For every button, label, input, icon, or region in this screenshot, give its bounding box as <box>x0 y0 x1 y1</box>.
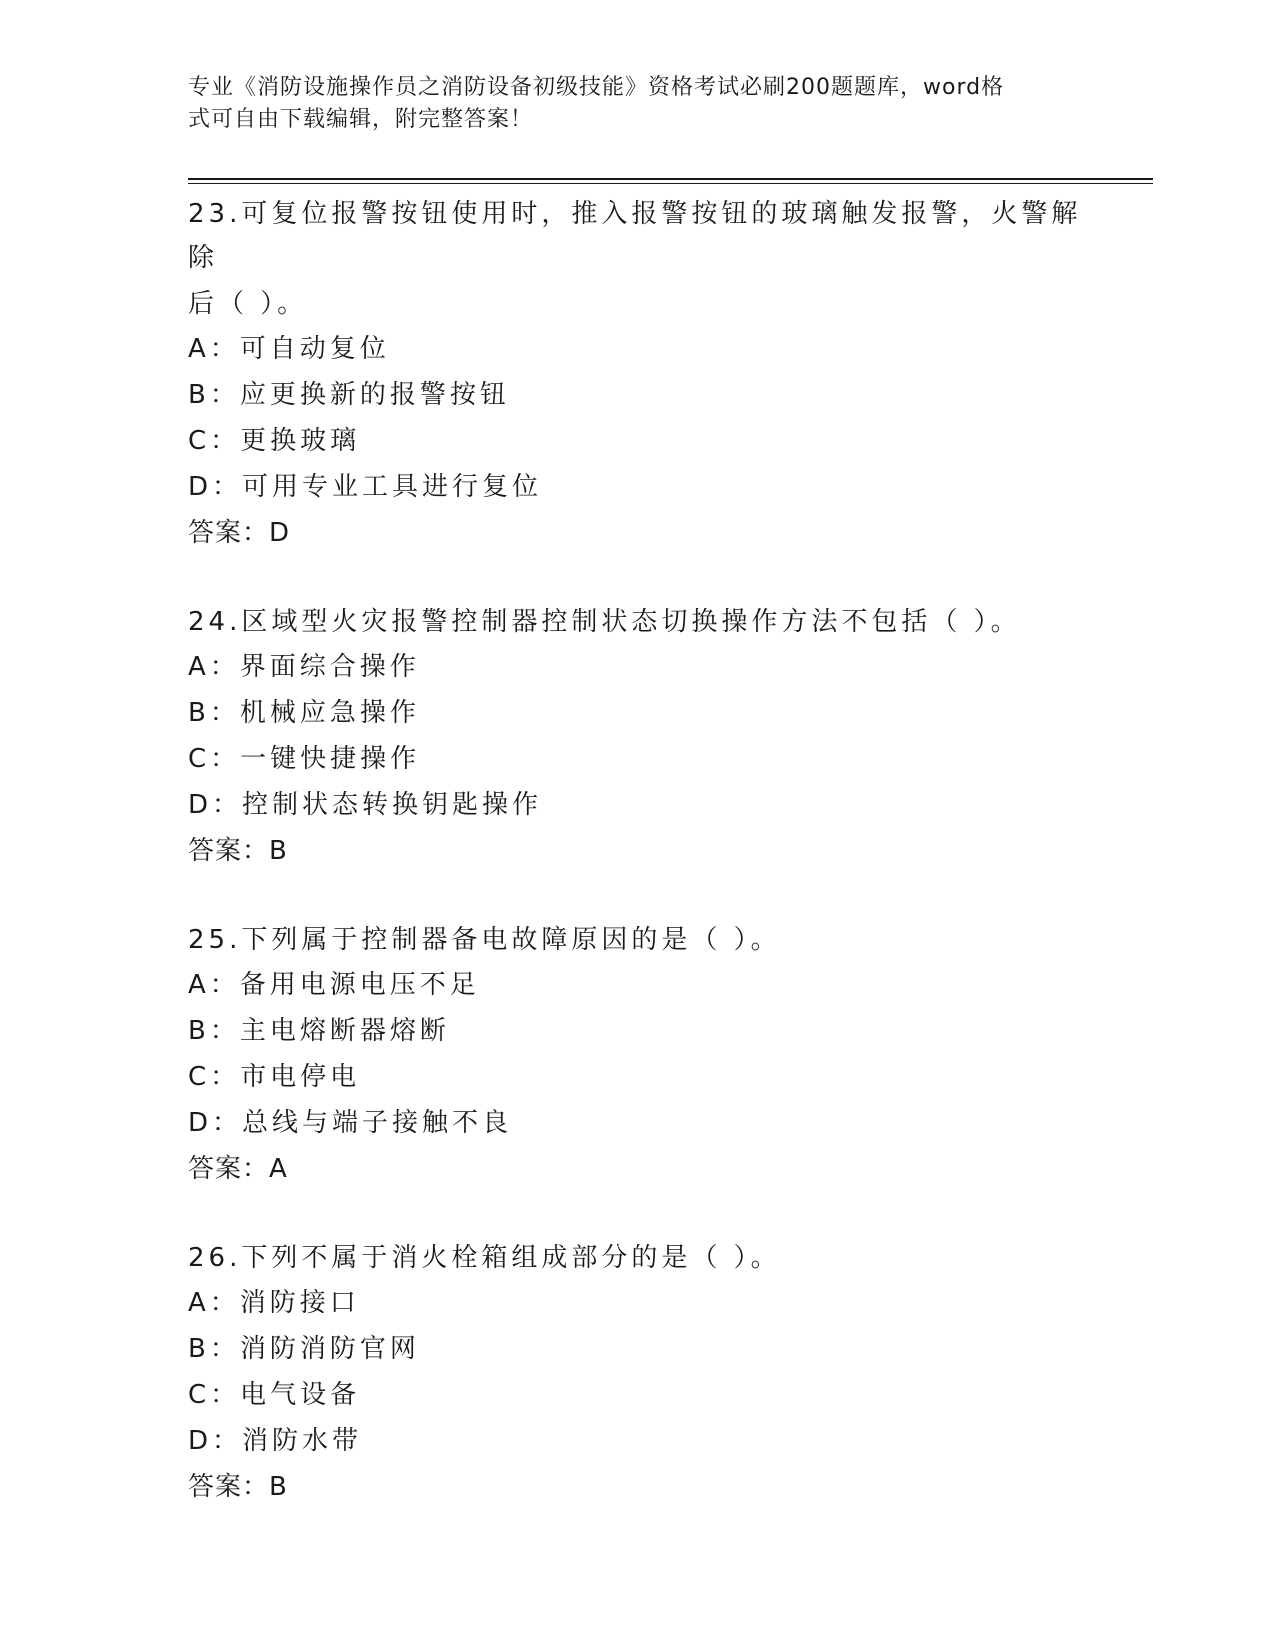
header-line-2: 式可自由下载编辑，附完整答案！ <box>188 107 534 132</box>
question-23 <box>188 190 1088 556</box>
option-b: B：机械应急操作 <box>188 698 420 728</box>
question-stem: 26.下列不属于消火栓箱组成部分的是（ ）。 <box>188 1243 781 1273</box>
question-list <box>188 190 1088 1510</box>
option-c: C：市电停电 <box>188 1062 361 1092</box>
option-c: C：一键快捷操作 <box>188 744 421 774</box>
question-stem-continued: 后（ ）。 <box>188 289 308 319</box>
header-divider-thin <box>188 183 1153 184</box>
question-26 <box>188 1234 1088 1510</box>
option-b: B：主电熔断器熔断 <box>188 1016 450 1046</box>
option-d: D：控制状态转换钥匙操作 <box>188 790 543 820</box>
option-a: A：界面综合操作 <box>188 652 420 682</box>
option-c: C：更换玻璃 <box>188 426 361 456</box>
question-stem: 24.区域型火灾报警控制器控制状态切换操作方法不包括（ ）。 <box>188 607 1021 637</box>
question-spacer <box>188 1192 1088 1234</box>
option-a: A：消防接口 <box>188 1288 360 1318</box>
answer: 答案：B <box>188 1472 288 1502</box>
question-25 <box>188 916 1088 1192</box>
answer: 答案：A <box>188 1154 288 1184</box>
document-header <box>188 72 1088 136</box>
question-stem: 25.下列属于控制器备电故障原因的是（ ）。 <box>188 925 781 955</box>
question-spacer <box>188 556 1088 598</box>
option-d: D：消防水带 <box>188 1426 363 1456</box>
option-d: D：可用专业工具进行复位 <box>188 472 543 502</box>
question-spacer <box>188 874 1088 916</box>
answer: 答案：B <box>188 836 288 866</box>
answer: 答案：D <box>188 518 291 548</box>
option-a: A：备用电源电压不足 <box>188 970 480 1000</box>
option-c: C：电气设备 <box>188 1380 361 1410</box>
option-b: B：消防消防官网 <box>188 1334 420 1364</box>
header-divider-thick <box>188 178 1153 180</box>
option-b: B：应更换新的报警按钮 <box>188 380 510 410</box>
question-24 <box>188 598 1088 874</box>
header-line-1: 专业《消防设施操作员之消防设备初级技能》资格考试必刷200题题库，word格 <box>188 75 1005 100</box>
question-stem: 23.可复位报警按钮使用时，推入报警按钮的玻璃触发报警，火警解除 <box>188 199 1082 273</box>
option-a: A：可自动复位 <box>188 334 390 364</box>
option-d: D：总线与端子接触不良 <box>188 1108 513 1138</box>
